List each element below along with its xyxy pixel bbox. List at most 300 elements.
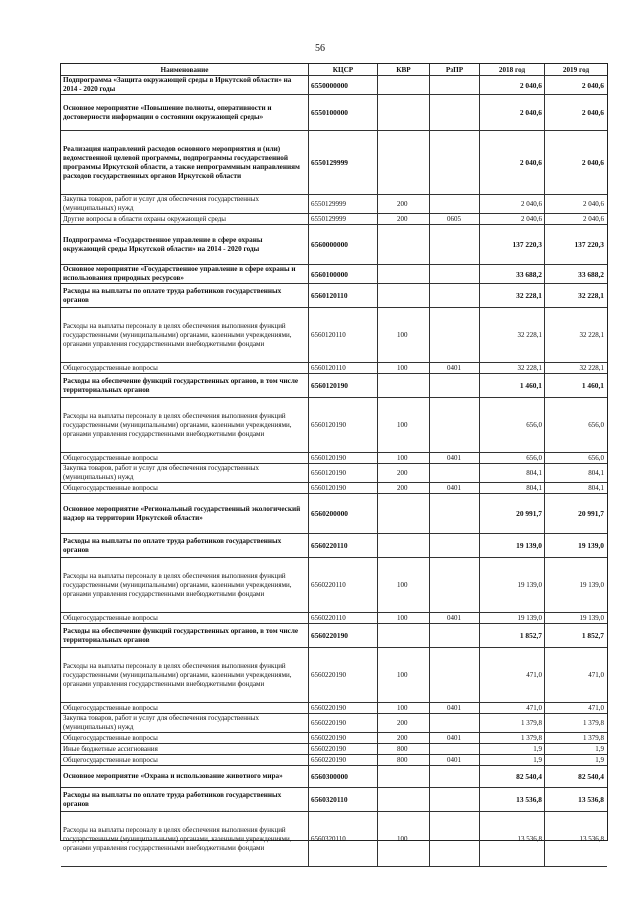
row-name: Подпрограмма «Государственное управление в сфере охраны окружающей среды Иркутской области» на 2014 - 2020 годы: [63, 235, 263, 253]
row-name-cell: [61, 624, 309, 647]
row-2019: 2 040,6: [581, 108, 604, 117]
table-row: [61, 308, 607, 363]
table-row: [61, 766, 607, 788]
row-kvr-cell: [378, 534, 430, 557]
row-2018-cell: [480, 374, 545, 397]
row-2018-cell: [480, 788, 545, 811]
header-2019: 2019 год: [562, 65, 590, 74]
row-2018-cell: [480, 613, 545, 623]
row-2018: 471,0: [526, 670, 542, 679]
row-2019-cell: [545, 714, 607, 732]
row-rzpr-cell: [430, 464, 480, 482]
row-kcsr-cell: [309, 225, 378, 264]
row-kcsr-cell: [309, 483, 378, 493]
row-2019-cell: [545, 733, 607, 743]
row-name: Подпрограмма «Защита окружающей среды в Иркутской области» на 2014 - 2020 годы: [63, 76, 292, 93]
row-name-cell: [61, 464, 309, 482]
row-2019-cell: [545, 308, 607, 362]
row-2018: 2 040,6: [519, 158, 542, 167]
row-kvr-cell: [378, 398, 430, 452]
row-rzpr: 0605: [447, 214, 461, 223]
row-2019-cell: [545, 76, 607, 94]
table-row: [61, 494, 607, 534]
row-rzpr-cell: [430, 703, 480, 713]
row-kcsr-cell: [309, 95, 378, 130]
row-kvr-cell: [378, 195, 430, 213]
row-kvr-cell: [378, 733, 430, 743]
row-2019: 471,0: [588, 670, 604, 679]
row-kvr-cell: [378, 453, 430, 463]
row-2018: 2 040,6: [519, 80, 542, 90]
row-name: Основное мероприятие «Региональный государственный экологический надзор на территории Иркутской области»: [63, 504, 301, 522]
row-2019-cell: [545, 558, 607, 612]
row-2018: 2 040,6: [521, 199, 542, 208]
row-kvr: 100: [397, 670, 408, 679]
row-2018: 32 228,1: [517, 363, 542, 372]
row-name: Расходы на выплаты персоналу в целях обеспечения выполнения функций государственными (муниципальными) органами, казенными учреждениями, органами управления государственными внебюджетными фондами: [63, 825, 292, 852]
row-kcsr: 6550000000: [311, 80, 348, 90]
row-2018-cell: [480, 534, 545, 557]
row-kcsr: 6550100000: [311, 108, 348, 117]
row-2019-cell: [545, 374, 607, 397]
row-2018-cell: [480, 755, 545, 765]
row-kvr-cell: [378, 214, 430, 224]
row-rzpr-cell: [430, 308, 480, 362]
row-2019: 13 536,8: [579, 834, 604, 843]
row-name: Расходы на выплаты по оплате труда работников государственных органов: [63, 286, 282, 304]
row-kvr-cell: [378, 76, 430, 94]
row-kcsr-cell: [309, 788, 378, 811]
row-kvr: 200: [397, 483, 408, 492]
row-rzpr-cell: [430, 284, 480, 307]
row-kcsr-cell: [309, 648, 378, 702]
row-kcsr-cell: [309, 744, 378, 754]
row-kcsr: 6560220110: [311, 580, 346, 589]
row-2018-cell: [480, 483, 545, 493]
row-kcsr: 6560120190: [311, 381, 348, 390]
row-2019-cell: [545, 398, 607, 452]
row-2018-cell: [480, 648, 545, 702]
row-2019-cell: [545, 648, 607, 702]
row-name: Общегосударственные вопросы: [63, 755, 158, 764]
row-2018-cell: [480, 624, 545, 647]
row-name-cell: [61, 284, 309, 307]
row-2019: 2 040,6: [583, 199, 604, 208]
row-2018: 137 220,3: [512, 240, 542, 249]
row-kcsr-cell: [309, 76, 378, 94]
table-row: [61, 284, 607, 308]
row-rzpr-cell: [430, 624, 480, 647]
row-2019-cell: [545, 195, 607, 213]
row-2019: 1 379,8: [583, 733, 604, 742]
row-rzpr-cell: [430, 788, 480, 811]
row-kcsr: 6560220190: [311, 755, 346, 764]
row-name-cell: [61, 733, 309, 743]
row-name-cell: [61, 398, 309, 452]
row-2019: 804,1: [588, 468, 604, 477]
row-kvr-cell: [378, 788, 430, 811]
row-kcsr-cell: [309, 703, 378, 713]
row-kcsr-cell: [309, 624, 378, 647]
row-kvr-cell: [378, 648, 430, 702]
row-kvr-cell: [378, 308, 430, 362]
row-2018-cell: [480, 766, 545, 787]
table-row: [61, 755, 607, 766]
row-kcsr-cell: [309, 284, 378, 307]
row-kcsr-cell: [309, 453, 378, 463]
row-rzpr: 0401: [447, 613, 461, 622]
table-row: [61, 733, 607, 744]
row-kvr-cell: [378, 284, 430, 307]
row-kvr-cell: [378, 766, 430, 787]
row-2018: 1,9: [533, 755, 542, 764]
row-rzpr-cell: [430, 398, 480, 452]
row-2018: 13 536,8: [516, 795, 542, 804]
row-kvr: 100: [397, 363, 408, 372]
row-2019-cell: [545, 812, 607, 866]
row-kvr-cell: [378, 755, 430, 765]
row-rzpr-cell: [430, 733, 480, 743]
row-kcsr-cell: [309, 558, 378, 612]
table-row: [61, 788, 607, 812]
row-kcsr-cell: [309, 398, 378, 452]
header-kvr: КВР: [378, 64, 430, 75]
table-row: [61, 363, 607, 374]
table-row: [61, 76, 607, 95]
table-row: [61, 534, 607, 558]
row-2018-cell: [480, 265, 545, 283]
row-kvr-cell: [378, 464, 430, 482]
row-kcsr: 6560220190: [311, 718, 346, 727]
row-2018-cell: [480, 703, 545, 713]
row-kvr-cell: [378, 703, 430, 713]
row-2019: 13 536,8: [578, 795, 604, 804]
row-2019-cell: [545, 95, 607, 130]
row-kvr: 800: [397, 755, 408, 764]
table-row: [61, 214, 607, 225]
row-rzpr: 0401: [447, 363, 461, 372]
row-kvr-cell: [378, 624, 430, 647]
row-kvr-cell: [378, 95, 430, 130]
row-kcsr: 6560220110: [311, 613, 346, 622]
row-2019: 32 228,1: [579, 330, 604, 339]
row-name-cell: [61, 613, 309, 623]
row-name: Закупка товаров, работ и услуг для обеспечения государственных (муниципальных) нужд: [63, 195, 260, 212]
row-name: Расходы на выплаты по оплате труда работников государственных органов: [63, 536, 282, 554]
row-2019: 2 040,6: [581, 80, 604, 90]
row-rzpr-cell: [430, 714, 480, 732]
row-rzpr: 0401: [447, 453, 461, 462]
row-2018: 1 379,8: [521, 718, 542, 727]
row-2018: 1 379,8: [521, 733, 542, 742]
row-kcsr: 6550129999: [311, 199, 346, 208]
row-kcsr: 6550129999: [311, 158, 348, 167]
table-row: [61, 613, 607, 624]
row-2018-cell: [480, 744, 545, 754]
row-kcsr-cell: [309, 733, 378, 743]
row-name-cell: [61, 714, 309, 732]
table-row: [61, 265, 607, 284]
row-kcsr-cell: [309, 534, 378, 557]
row-2018: 33 688,2: [516, 269, 542, 279]
row-2019: 1,9: [595, 744, 604, 753]
row-2019-cell: [545, 613, 607, 623]
row-2018-cell: [480, 398, 545, 452]
row-rzpr-cell: [430, 214, 480, 224]
row-rzpr-cell: [430, 374, 480, 397]
header-rzpr: РзПР: [430, 64, 480, 75]
row-2019-cell: [545, 131, 607, 194]
row-name-cell: [61, 703, 309, 713]
row-2018-cell: [480, 131, 545, 194]
row-kcsr-cell: [309, 265, 378, 283]
row-kvr: 100: [397, 834, 408, 843]
row-2018: 13 536,8: [517, 834, 542, 843]
row-2019-cell: [545, 494, 607, 533]
row-name-cell: [61, 95, 309, 130]
row-2018: 656,0: [526, 453, 542, 462]
row-kvr-cell: [378, 131, 430, 194]
row-rzpr-cell: [430, 744, 480, 754]
row-rzpr-cell: [430, 195, 480, 213]
row-name-cell: [61, 76, 309, 94]
row-name: Расходы на выплаты персоналу в целях обеспечения выполнения функций государственными (муниципальными) органами, казенными учреждениями, органами управления государственными внебюджетными фондами: [63, 571, 292, 598]
table-row: [61, 714, 607, 733]
row-name-cell: [61, 308, 309, 362]
row-name: Расходы на выплаты персоналу в целях обеспечения выполнения функций государственными (муниципальными) органами, казенными учреждениями, органами управления государственными внебюджетными фондами: [63, 411, 292, 438]
row-kcsr-cell: [309, 214, 378, 224]
row-rzpr-cell: [430, 76, 480, 94]
row-rzpr-cell: [430, 225, 480, 264]
row-2019: 1 852,7: [581, 631, 604, 640]
row-name-cell: [61, 534, 309, 557]
row-2019-cell: [545, 788, 607, 811]
row-name-cell: [61, 453, 309, 463]
table-row: [61, 558, 607, 613]
row-2018-cell: [480, 95, 545, 130]
row-2018: 1,9: [533, 744, 542, 753]
row-kcsr-cell: [309, 714, 378, 732]
row-name: Расходы на обеспечение функций государственных органов, в том числе территориальных органов: [63, 376, 299, 394]
row-kcsr: 6560120110: [311, 291, 348, 300]
row-kcsr: 6560300000: [311, 772, 348, 781]
header-kcsr: КЦСР: [309, 64, 378, 75]
table-row: [61, 131, 607, 195]
row-rzpr-cell: [430, 363, 480, 373]
row-name: Расходы на выплаты по оплате труда работников государственных органов: [63, 790, 282, 808]
row-kvr: 100: [397, 420, 408, 429]
row-2019-cell: [545, 453, 607, 463]
row-rzpr: 0401: [447, 703, 461, 712]
row-kcsr: 6560120190: [311, 420, 346, 429]
row-kvr-cell: [378, 265, 430, 283]
row-name-cell: [61, 195, 309, 213]
row-2019-cell: [545, 534, 607, 557]
row-2019: 19 139,0: [579, 580, 604, 589]
row-kcsr: 6560120190: [311, 483, 346, 492]
row-name: Закупка товаров, работ и услуг для обеспечения государственных (муниципальных) нужд: [63, 714, 260, 731]
row-2019: 2 040,6: [583, 214, 604, 223]
row-name: Основное мероприятие «Охрана и использование животного мира»: [63, 772, 283, 780]
row-2018: 32 228,1: [516, 291, 542, 300]
row-name: Расходы на выплаты персоналу в целях обеспечения выполнения функций государственными (муниципальными) органами, казенными учреждениями, органами управления государственными внебюджетными фондами: [63, 321, 292, 348]
row-kcsr: 6560120190: [311, 453, 346, 462]
row-kcsr: 6560320110: [311, 834, 346, 843]
row-2018: 19 139,0: [517, 613, 542, 622]
row-name: Реализация направлений расходов основного мероприятия и (или) ведомственной целевой программы, подпрограммы государственной программы Иркутской области, а также непрограммным направлениям расходов государственных органов Иркутской области: [63, 144, 300, 180]
row-2019-cell: [545, 766, 607, 787]
row-name-cell: [61, 788, 309, 811]
row-rzpr-cell: [430, 95, 480, 130]
row-kcsr-cell: [309, 613, 378, 623]
row-rzpr-cell: [430, 131, 480, 194]
row-2019: 2 040,6: [581, 158, 604, 167]
row-2019: 32 228,1: [578, 291, 604, 300]
row-rzpr: 0401: [447, 733, 461, 742]
row-rzpr-cell: [430, 766, 480, 787]
row-kvr: 200: [397, 199, 408, 208]
table-row: [61, 225, 607, 265]
row-2018: 32 228,1: [517, 330, 542, 339]
row-kcsr: 6560000000: [311, 240, 348, 249]
table-row: [61, 624, 607, 648]
row-name-cell: [61, 812, 309, 866]
row-2019-cell: [545, 744, 607, 754]
row-2019: 656,0: [588, 420, 604, 429]
row-rzpr-cell: [430, 534, 480, 557]
row-kcsr-cell: [309, 766, 378, 787]
table-row: [61, 648, 607, 703]
row-kcsr: 6560220190: [311, 670, 346, 679]
row-kvr-cell: [378, 812, 430, 866]
row-2019: 82 540,4: [578, 772, 604, 781]
table-row: [61, 744, 607, 755]
row-kcsr: 6560220190: [311, 631, 348, 640]
row-2018-cell: [480, 76, 545, 94]
row-2019-cell: [545, 265, 607, 283]
row-2018-cell: [480, 284, 545, 307]
row-name-cell: [61, 225, 309, 264]
row-2018-cell: [480, 812, 545, 866]
row-2019: 656,0: [588, 453, 604, 462]
row-kcsr: 6560220110: [311, 541, 348, 550]
row-name: Общегосударственные вопросы: [63, 703, 158, 712]
row-kcsr: 6560220190: [311, 703, 346, 712]
header-name: Наименование: [61, 64, 309, 75]
row-rzpr: 0401: [447, 755, 461, 764]
row-2018: 19 139,0: [517, 580, 542, 589]
row-kvr-cell: [378, 744, 430, 754]
row-rzpr-cell: [430, 648, 480, 702]
row-rzpr-cell: [430, 483, 480, 493]
table-row: [61, 464, 607, 483]
row-2018-cell: [480, 464, 545, 482]
row-name-cell: [61, 363, 309, 373]
row-kvr-cell: [378, 714, 430, 732]
row-rzpr-cell: [430, 613, 480, 623]
row-kvr: 200: [397, 718, 408, 727]
row-rzpr-cell: [430, 755, 480, 765]
row-kvr-cell: [378, 494, 430, 533]
row-kvr-cell: [378, 225, 430, 264]
row-name-cell: [61, 494, 309, 533]
row-kcsr-cell: [309, 755, 378, 765]
row-kvr: 200: [397, 468, 408, 477]
table-header: [61, 64, 607, 76]
row-kcsr-cell: [309, 494, 378, 533]
row-name: Общегосударственные вопросы: [63, 483, 158, 492]
row-2018-cell: [480, 558, 545, 612]
row-2019: 32 228,1: [579, 363, 604, 372]
row-2019-cell: [545, 363, 607, 373]
row-2018-cell: [480, 363, 545, 373]
row-2018-cell: [480, 195, 545, 213]
row-2018-cell: [480, 494, 545, 533]
row-kvr-cell: [378, 483, 430, 493]
row-name: Общегосударственные вопросы: [63, 613, 158, 622]
row-kcsr: 6560120110: [311, 363, 346, 372]
row-2019-cell: [545, 483, 607, 493]
table-row: [61, 812, 607, 867]
row-name: Общегосударственные вопросы: [63, 733, 158, 742]
row-name-cell: [61, 558, 309, 612]
row-name-cell: [61, 131, 309, 194]
row-2019: 20 991,7: [578, 509, 604, 518]
row-kvr-cell: [378, 613, 430, 623]
row-kvr: 100: [397, 580, 408, 589]
row-2018: 19 139,0: [516, 541, 542, 550]
table-row: [61, 703, 607, 714]
row-name: Расходы на выплаты персоналу в целях обеспечения выполнения функций государственными (муниципальными) органами, казенными учреждениями, органами управления государственными внебюджетными фондами: [63, 661, 292, 688]
row-name: Расходы на обеспечение функций государственных органов, в том числе территориальных органов: [63, 626, 299, 644]
row-2019: 1 460,1: [581, 381, 604, 390]
row-kcsr-cell: [309, 195, 378, 213]
row-2018-cell: [480, 714, 545, 732]
row-2019-cell: [545, 755, 607, 765]
row-kcsr-cell: [309, 464, 378, 482]
row-name-cell: [61, 766, 309, 787]
row-name: Другие вопросы в области охраны окружающей среды: [63, 214, 226, 223]
table-row: [61, 483, 607, 494]
row-2018: 20 991,7: [516, 509, 542, 518]
row-kvr: 800: [397, 744, 408, 753]
row-kcsr: 6550129999: [311, 214, 346, 223]
table-row: [61, 398, 607, 453]
budget-table: [60, 63, 608, 852]
row-rzpr-cell: [430, 558, 480, 612]
table-row: [61, 374, 607, 398]
row-2018-cell: [480, 225, 545, 264]
row-kcsr: 6560120110: [311, 330, 346, 339]
row-2019: 19 139,0: [578, 541, 604, 550]
row-2019-cell: [545, 703, 607, 713]
row-rzpr-cell: [430, 812, 480, 866]
row-rzpr-cell: [430, 265, 480, 283]
row-2019: 1 379,8: [583, 718, 604, 727]
row-rzpr-cell: [430, 494, 480, 533]
row-name-cell: [61, 214, 309, 224]
row-kcsr-cell: [309, 308, 378, 362]
row-2018-cell: [480, 214, 545, 224]
row-name: Общегосударственные вопросы: [63, 363, 158, 372]
row-rzpr-cell: [430, 453, 480, 463]
page-number: 56: [315, 43, 325, 54]
row-2018: 2 040,6: [519, 108, 542, 117]
row-name: Иные бюджетные ассигнования: [63, 744, 158, 753]
row-2018: 82 540,4: [516, 772, 542, 781]
row-2019: 804,1: [588, 483, 604, 492]
row-2019: 137 220,3: [574, 240, 604, 249]
